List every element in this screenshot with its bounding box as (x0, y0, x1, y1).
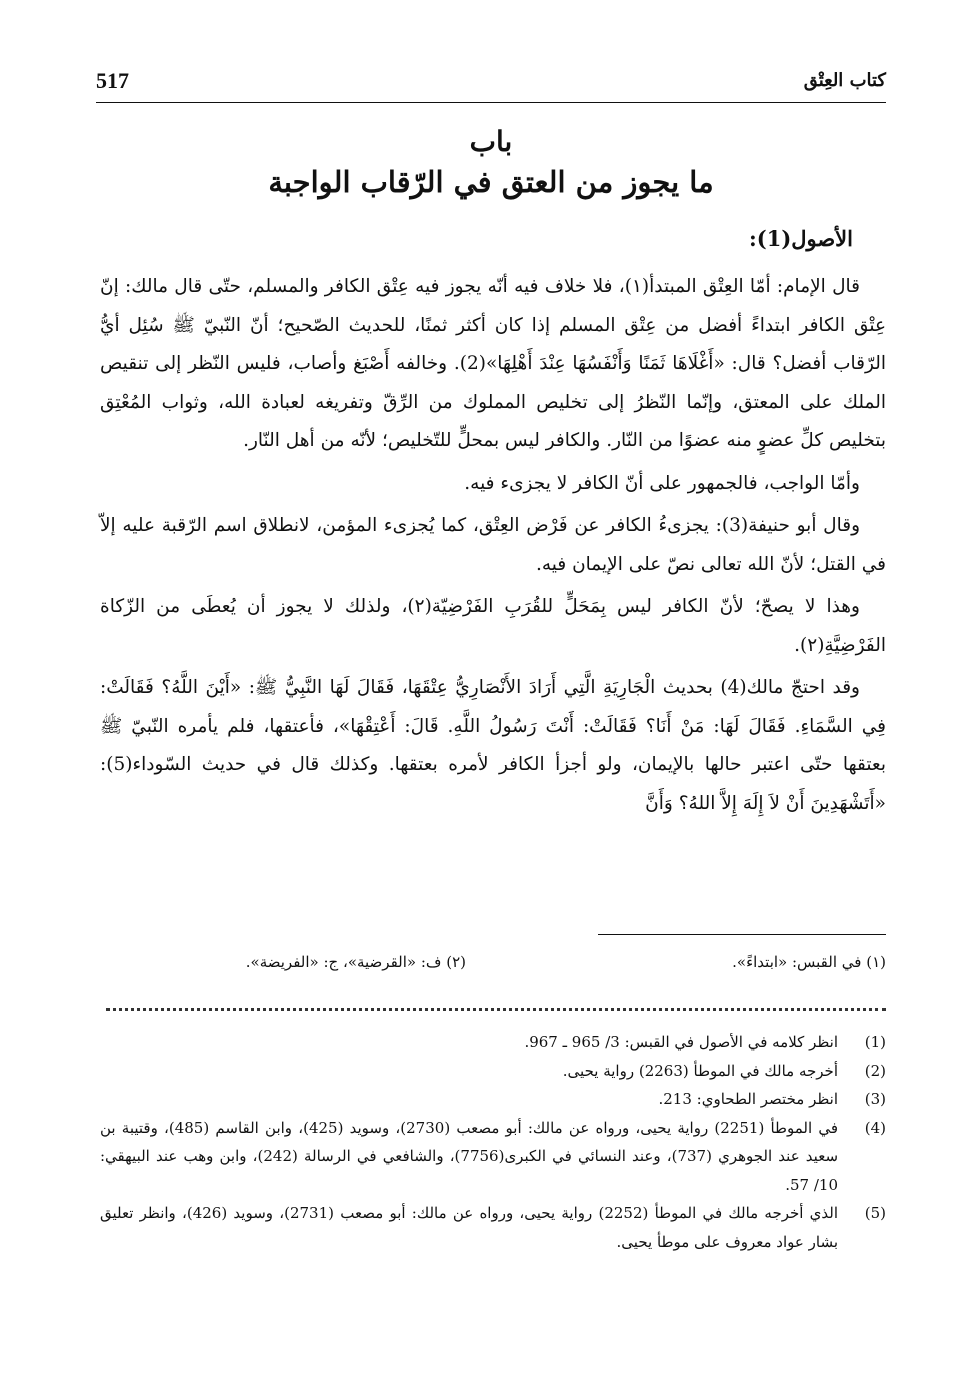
footnote-text: انظر مختصر الطحاوي: 213. (658, 1090, 838, 1108)
editor-note: (٢) ف: «القرضية»، ج: «الفريضة». (245, 953, 466, 971)
footnote (100, 1028, 886, 1057)
footnote-text: أخرجه مالك في الموطأ (2263) رواية يحيى. (562, 1061, 838, 1080)
running-title: كتاب العِتْق (803, 70, 886, 91)
footnote-number: (3) (864, 1090, 886, 1108)
footnote-text: في الموطأ (2251) رواية يحيى، ورواه عن مالك: أبو مصعب (2730)، وسويد (425)، وابن القاسم (485)، وقتيبة بن سعيد عند الجوهري (737)، وعند النسائي في الكبرى(7756)، والشافعي في الرسالة (242)، وابن وهب عند البيهقي: 10/ 57. (100, 1118, 839, 1194)
footnote (100, 1114, 886, 1200)
dotted-separator (106, 1008, 886, 1011)
footnote-number: (2) (864, 1061, 886, 1080)
paragraph: وقال أبو حنيفة(3): يجزىءُ الكافر عن فَرْض العِتْق، كما يُجزىء المؤمن، لانطلاق اسم الرّقبة عليه إلاّ في القتل؛ لأنّ الله تعالى نصّ على الإيمان فيه. (100, 515, 886, 575)
footnotes (100, 1028, 886, 1256)
editor-note: (١) في القبس: «ابتداءً». (732, 953, 886, 971)
footnote-number: (5) (864, 1204, 886, 1222)
chapter-title: ما يجوز من العتق في الرّقاب الواجبة (268, 165, 714, 199)
page-number: 517 (96, 68, 129, 93)
footnote (100, 1057, 886, 1086)
paragraph: وقد احتجّ مالك(4) بحديث الْجَارِيَةِ الَّتِي أَرَادَ الأَنْصَارِيُّ عِتْقَهَا، فَقَالَ لَهَا النَّبِيُّ ﷺ: «أَيْنَ اللَّهُ؟ فَقَالَتْ: فِي السَّمَاءِ. فَقَالَ لَهَا: مَنْ أَنَا؟ فَقَالَتْ: أَنْتَ رَسُولُ اللَّهِ. قَالَ: أَعْتِقْهَا»، فأعتقها، فلم يأمره النّبيّ ﷺ بعتقها حتّى اعتبر حالها بالإيمان، ولو أجزأ الكافر لأمره بعتقها. وكذلك قال في حديث السّوداء(5): «أَتَشْهَدِينَ أَنْ لاَ إِلَهَ إِلاَّ اللهُ؟ وَأَنَّ (100, 677, 886, 814)
paragraph: وأمّا الواجب، فالجمهور على أنّ الكافر لا يجزىء فيه. (464, 472, 860, 494)
footnote-number: (1) (864, 1033, 886, 1051)
footnote-text: الذي أخرجه مالك في الموطأ (2252) رواية يحيى، ورواه عن مالك: أبو مصعب (2731)، وسويد (426)، وانظر تعليق بشار عواد معروف على موطأ يحيى. (100, 1204, 839, 1251)
paragraph: قال الإمام: أمّا العِتْق المبتدأ(١)، فلا خلاف فيه أنّه يجوز فيه عِتْق الكافر والمسلم، حتّى قال مالك: إنّ عِتْق الكافر ابتداءً أفضل من عِتْق المسلم إذا كان أكثر ثمنًا، للحديث الصّحيح؛ أنّ النّبيّ ﷺ سُئِل أيُّ الرّقاب أفضل؟ قال: «أَغْلَاهَا ثَمَنًا وَأَنْفَسُهَا عِنْدَ أَهْلِهَا»(2). وخالفه أَصْبَغ وأصاب، فليس النّظر إلى تنقيص الملك على المعتق، وإنّما النّظرُ إلى تخليص المملوك من الرِّقّ وتفريغه لعبادة الله، وثواب المُعْتِق بتخليص كلِّ عضوٍ منه عضوًا من النّار. والكافر ليس بمحلٍّ للتّخليص؛ لأنّه من أهل النّار. (100, 276, 886, 451)
footnote-text: انظر كلامه في الأصول في القبس: 3/ 965 ـ 967. (524, 1033, 838, 1051)
paragraph: وهذا لا يصحّ؛ لأنّ الكافر ليس بِمَحَلٍّ للقُرَبِ الفَرْضِيّة(٢)، ولذلك لا يجوز أن يُعطَى من الزّكاة الفَرْضِيَّةِ(٢). (100, 596, 886, 656)
footnote (100, 1085, 886, 1114)
footnote-separator (598, 934, 886, 935)
main-text (100, 268, 886, 827)
page-header (96, 62, 886, 103)
footnote (100, 1199, 886, 1256)
footnote-number: (4) (864, 1118, 886, 1137)
section-heading: الأصول(1): (748, 226, 853, 251)
chapter-label: باب (469, 125, 513, 158)
